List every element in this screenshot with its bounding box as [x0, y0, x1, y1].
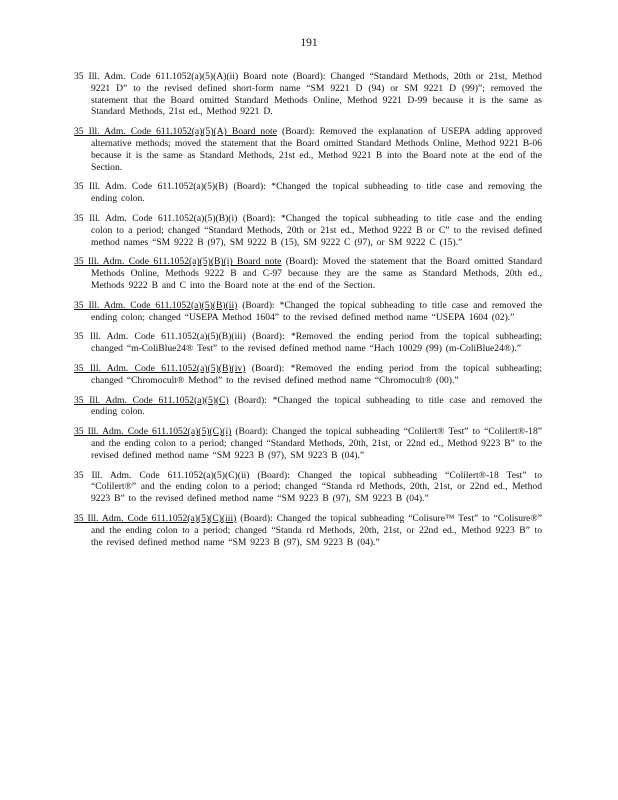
entry-item: [74, 426, 542, 461]
entry-text: (Board): *Changed the topical subheading to title case and removed the ending colon; changed “USEPA Method 1604” to the revised defined method name “USEPA 1604 (02).”: [91, 299, 542, 323]
entry-text: (Board): Moved the statement that the Board omitted Standard Methods Online, Methods 9222 B and C-97 because they are the same as Standard Methods, 20th ed., Methods 9222 B and C into the Board note at the end of the Section.: [91, 256, 542, 291]
entry-citation: 35 Ill. Adm. Code 611.1052(a)(5)(B): [74, 181, 228, 193]
entry-item: [74, 256, 542, 291]
entry-citation: 35 Ill. Adm. Code 611.1052(a)(5)(C)(ii): [74, 469, 250, 481]
entry-item: [74, 181, 542, 205]
entry-text: (Board): Changed the topical subheading “Colilert® Test” to “Colilert®-18” and the ending colon to a period; changed “Standard Methods, 20th, 21st, or 22nd ed., Method 9223 B” to the revised defined method name “SM 9223 B (97), SM 9223 B (04).”: [91, 426, 543, 461]
entry-citation: 35 Ill. Adm. Code 611.1052(a)(5)(C)(iii): [74, 512, 237, 524]
entry-text: (Board): *Changed the topical subheading to title case and removed the ending colon.: [91, 394, 542, 418]
entry-item: [74, 71, 542, 118]
entry-text: (Board): Removed the explanation of USEPA adding approved alternative methods; moved the statement that the Board omitted Standard Methods Online, Method 9221 B-06 because it is the same as Standard Methods, 21st ed., Method 9221 B into the Board note at the end of the Section.: [91, 126, 542, 173]
entry-text: (Board): Changed the topical subheading “Colisure™ Test” to “Colisure®” and the ending colon to a period; changed “Standa rd Methods, 20th, 21st, or 22nd ed., Method 9223 B” to the revised defined method name “SM 9223 B (97), SM 9223 B (04).”: [91, 512, 542, 548]
entry-item: [74, 363, 542, 387]
entry-item: [74, 126, 542, 173]
entry-citation: 35 Ill. Adm. Code 611.1052(a)(5)(B)(i): [74, 212, 238, 224]
entry-text: (Board): *Removed the ending period from the topical subheading; changed “Chromocult® Method” to the revised defined method name “Chromocult® (00).”: [91, 362, 542, 386]
entry-text: (Board): *Changed the topical subheading to title case and removing the ending colon.: [91, 181, 542, 205]
entry-item: [74, 300, 542, 324]
entry-text: Board note (Board): Changed “Standard Methods, 20th or 21st, Method 9221 D” to the revised defined short-form name “SM 9221 D (94) or SM 9221 D (99)”; removed the statement that the Board omitted Standard Methods Online, Method 9221 D-99 because it is the same as Standard Methods, 21st ed., Method 9221 D.: [91, 71, 542, 118]
entry-item: [74, 331, 542, 355]
entry-citation: 35 Ill. Adm. Code 611.1052(a)(5)(B)(ii): [74, 299, 238, 311]
entry-text: (Board): Changed the topical subheading “Colilert®-18 Test” to “Colilert®” and the ending colon to a period; changed “Standa rd Methods, 20th, 21st, or 22nd ed., Method 9223 B” to the revised defined method name “SM 9223 B (97), SM 9223 B (04).”: [91, 469, 542, 505]
entry-citation: 35 Ill. Adm. Code 611.1052(a)(5)(B)(i) Board note: [74, 256, 282, 268]
entry-citation: 35 Ill. Adm. Code 611.1052(a)(5)(C)(i): [74, 426, 232, 438]
entry-text: (Board): *Changed the topical subheading to title case and the ending colon to a period; changed “Standard Methods, 20th or 21st ed., Method 9222 B or C” to the revised defined method names “SM 9222 B (97), SM 9222 B (15), SM 9222 C (97), or SM 9222 C (15).”: [91, 212, 542, 248]
entry-citation: 35 Ill. Adm. Code 611.1052(a)(5)(A)(ii): [74, 71, 239, 82]
entry-citation: 35 Ill. Adm. Code 611.1052(a)(5)(B)(iv): [74, 362, 246, 374]
entry-list: [74, 71, 542, 548]
entry-text: (Board): *Removed the ending period from the topical subheading; changed “m-ColiBlue24® Test” to the revised defined method name “Hach 10029 (99) (m-ColiBlue24®).”: [91, 331, 542, 355]
entry-item: [74, 395, 542, 419]
entry-citation: 35 Ill. Adm. Code 611.1052(a)(5)(C): [74, 394, 229, 406]
page-number: 191: [300, 37, 318, 49]
entry-citation: 35 Ill. Adm. Code 611.1052(a)(5)(B)(iii): [74, 331, 246, 343]
entry-item: [74, 470, 542, 505]
entry-item: [74, 213, 542, 248]
entry-citation: 35 Ill. Adm. Code 611.1052(a)(5)(A) Board note: [74, 126, 277, 138]
entry-item: [74, 513, 542, 548]
